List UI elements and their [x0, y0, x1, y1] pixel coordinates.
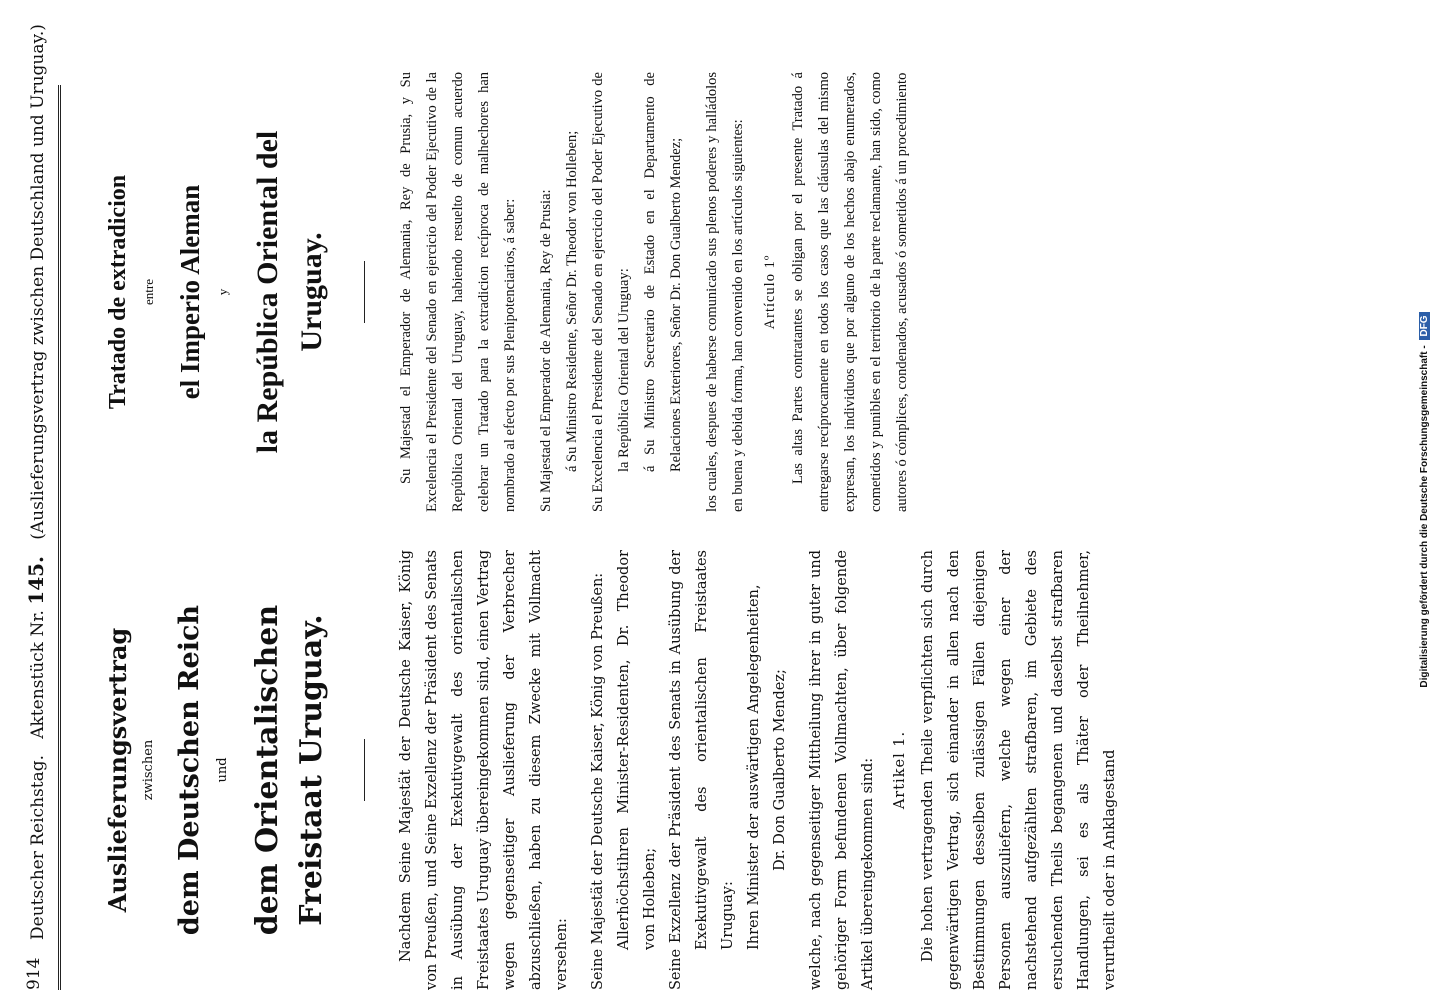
german-preamble: Nachdem Seine Majestät der Deutsche Kaiser, König von Preußen, und Seine Exzellenz der Präsident des Senats in Ausübung der Exekutivgewalt des orientalischen Freistaates Uruguay übereingekommen sind, einen Vertrag wegen gegenseitiger Auslieferung der Verbrecher abzuschließen, haben zu diesem Zwecke mit Vollmacht versehen:: [398, 550, 570, 990]
spanish-preamble: Su Majestad el Emperador de Alemania, Rey de Prusia, y Su Excelencia el Presidente del Senado en ejercicio del Poder Ejecutivo de la República Oriental del Uruguay, habiendo resuelto de comun acuerdo celebrar un Tratado para la extradicion recíproca de malhechores han nombrado al efecto por sus Plenipotenciarios, á saber:: [398, 72, 518, 512]
page-number: 914: [24, 957, 44, 990]
header-publication: Deutscher Reichstag.: [28, 755, 48, 940]
header-subject: (Auslieferungsvertrag zwischen Deutschland und Uruguay.): [28, 24, 48, 540]
german-title-rule: [364, 739, 365, 801]
spanish-article-heading: Artículo 1º: [762, 254, 778, 330]
german-title: Auslieferungsvertrag: [103, 627, 132, 913]
german-zwischen: zwischen: [141, 739, 156, 801]
dfg-logo: DFG: [1419, 312, 1430, 339]
header-doc-label: Aktenstück Nr.: [28, 610, 48, 739]
spanish-y: y: [215, 288, 230, 296]
digitization-note-text: Digitalisierung gefördert durch die Deutsche Forschungsgemeinschaft -: [1419, 345, 1430, 688]
german-party2: dem Orientalischen Freistaat Uruguay.: [250, 604, 329, 936]
header-text: [24, 24, 48, 940]
spanish-entre: entre: [141, 279, 156, 305]
spanish-column: [82, 72, 915, 512]
german-article-text: Die hohen vertragenden Theile verpflichten sich durch gegenwärtigen Vertrag, sich einander in allen nach den Bestimmungen desselben zulässigen Fällen diejenigen Personen auszuliefern, welche wegen einer der nachstehend aufgezählten strafbaren, im Gebiete des ersuchenden Theils begangenen und daselbst strafbaren Handlungen, sei es als Thäter oder Theilnehmer, verurtheilt oder in Anklagestand: [920, 550, 1118, 990]
spanish-title: Tratado de extradicion: [105, 174, 131, 410]
german-closing: welche, nach gegenseitiger Mittheilung ihrer in guter und gehöriger Form befundenen Vollmachten, über folgende Artikel übereingekommen sind:: [808, 550, 876, 990]
spanish-article-text: Las altas Partes contratantes se obligan por el presente Tratado á entregarse recíprocamente en todos los casos que las cláusulas del mismo expresan, los individuos que por alguno de los hechos abajo enumerados, cometidos y punibles en el territorio de la parte reclamante, han sido, como autores ó cómplices, condenados, acusados ó sometidos á un procedimiento: [790, 72, 910, 512]
header-divider: [58, 85, 61, 990]
german-und: und: [215, 757, 230, 783]
german-article-heading: Artikel 1.: [892, 730, 908, 810]
german-plenipotentiary-2-name: Dr. Don Gualberto Mendez;: [772, 669, 788, 871]
spanish-party1: el Imperio Aleman: [175, 184, 205, 400]
spanish-sovereign-1: Su Majestad el Emperador de Alemania, Rey de Prusia:: [538, 189, 554, 512]
german-column: [82, 550, 1123, 990]
rotated-page-content: [20, 24, 1400, 1000]
spanish-party2: la República Oriental del Uruguay.: [251, 130, 328, 454]
german-party1: dem Deutschen Reich: [174, 604, 205, 936]
german-plenipotentiary-2: Ihren Minister der auswärtigen Angelegenheiten,: [746, 584, 762, 950]
spanish-plenipotentiary-1: á Su Ministro Residente, Señor Dr. Theodor von Holleben;: [564, 130, 580, 472]
spanish-title-rule: [364, 261, 365, 323]
german-plenipotentiary-1: Allerhöchstihren Minister-Residenten, Dr. Theodor von Holleben;: [616, 550, 658, 950]
spanish-sovereign-2: Su Excelencia el Presidente del Senado en ejercicio del Poder Ejecutivo de la República Oriental del Uruguay:: [590, 72, 632, 512]
digitization-note: [1416, 0, 1432, 1000]
spanish-closing: los cuales, despues de haberse comunicado sus plenos poderes y halládolos en buena y debida forma, han convenido en los artículos siguientes:: [704, 72, 746, 512]
header-doc-number: 145.: [24, 555, 48, 605]
page-header: [20, 24, 52, 990]
german-sovereign-2: Seine Exzellenz der Präsident des Senats in Ausübung der Exekutivgewalt des orientalischen Freistaates Uruguay:: [668, 550, 736, 990]
spanish-plenipotentiary-2: á Su Ministro Secretario de Estado en el Departamento de Relaciones Exteriores, Señor Dr. Don Gualberto Mendez;: [642, 72, 684, 472]
german-sovereign-1: Seine Majestät der Deutsche Kaiser, König von Preußen:: [590, 572, 606, 990]
